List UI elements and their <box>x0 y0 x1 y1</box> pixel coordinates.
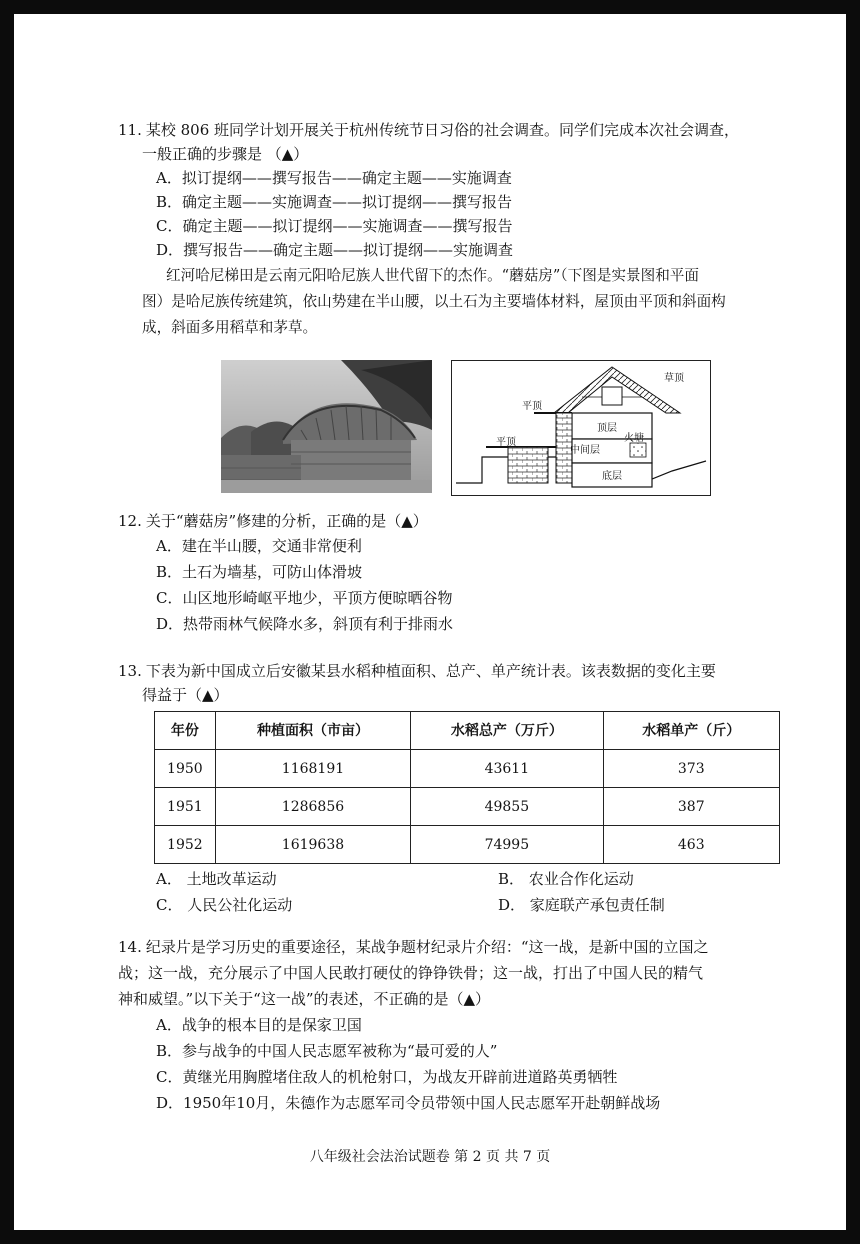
option-c: C．确定主题——拟订提纲——实施调查——撰写报告 <box>156 217 513 235</box>
cell-area: 1619638 <box>215 826 410 864</box>
cell-total: 43611 <box>411 750 603 788</box>
label-flat-roof-lower: 平顶 <box>496 437 516 448</box>
question-number: 11. <box>118 121 142 139</box>
option-b: B． 农业合作化运动 <box>498 870 634 888</box>
label-flat-roof-upper: 平顶 <box>522 401 542 412</box>
question-stem-cont: 一般正确的步骤是 （▲） <box>142 145 309 163</box>
header-area: 种植面积（市亩） <box>215 712 410 750</box>
question-stem: 下表为新中国成立后安徽某县水稻种植面积、总产、单产统计表。该表数据的变化主要 <box>145 662 716 680</box>
cell-unit: 463 <box>603 826 779 864</box>
option-b: B．土石为墙基，可防山体滑坡 <box>156 563 363 581</box>
option-d: D．1950年10月，朱德作为志愿军司令员带领中国人民志愿军开赴朝鲜战场 <box>156 1094 661 1112</box>
question-stem-cont: 战；这一战，充分展示了中国人民敢打硬仗的铮铮铁骨；这一战，打出了中国人民的精气 <box>118 964 704 982</box>
table-row <box>155 788 780 826</box>
cell-total: 74995 <box>411 826 603 864</box>
figures-row <box>221 360 713 496</box>
cell-total: 49855 <box>411 788 603 826</box>
option-c: C．山区地形崎岖平地少，平顶方便晾晒谷物 <box>156 589 453 607</box>
question-stem: 某校 806 班同学计划开展关于杭州传统节日习俗的社会调查。同学们完成本次社会调查， <box>145 121 740 139</box>
table-header-row <box>155 712 780 750</box>
label-ground-floor: 底层 <box>602 471 622 482</box>
header-unit-yield: 水稻单产（斤） <box>603 712 779 750</box>
label-thatch-roof: 草顶 <box>664 373 684 384</box>
passage-line: 图）是哈尼族传统建筑，依山势建在半山腰，以土石为主要墙体材料，屋顶由平顶和斜面构 <box>142 293 726 310</box>
table-row <box>155 826 780 864</box>
passage-line: 成，斜面多用稻草和茅草。 <box>142 319 318 336</box>
question-13 <box>118 659 808 918</box>
question-14 <box>118 934 808 1116</box>
question-stem: 关于“蘑菇房”修建的分析，正确的是（▲） <box>145 512 428 530</box>
page-footer: 八年级社会法治试题卷 第 2 页 共 7 页 <box>309 1149 551 1165</box>
cell-area: 1168191 <box>215 750 410 788</box>
option-b: B．确定主题——实施调查——拟订提纲——撰写报告 <box>156 193 513 211</box>
question-11 <box>118 118 808 262</box>
question-number: 14. <box>118 938 142 956</box>
table-row <box>155 750 780 788</box>
cell-unit: 387 <box>603 788 779 826</box>
exam-content <box>118 118 808 1116</box>
question-number: 13. <box>118 662 142 680</box>
question-number: 12. <box>118 512 142 530</box>
header-total: 水稻总产（万斤） <box>411 712 603 750</box>
options-grid <box>118 866 808 918</box>
option-b: B．参与战争的中国人民志愿军被称为“最可爱的人” <box>156 1042 498 1060</box>
option-d: D．热带雨林气候降水多，斜顶有利于排雨水 <box>156 615 454 633</box>
question-stem-cont: 神和威望。”以下关于“这一战”的表述，不正确的是（▲） <box>118 990 491 1008</box>
option-c: C． 人民公社化运动 <box>156 896 293 914</box>
question-12 <box>118 509 808 637</box>
option-c: C．黄继光用胸膛堵住敌人的机枪射口，为战友开辟前进道路英勇牺牲 <box>156 1068 618 1086</box>
mushroom-house-plan <box>451 360 711 496</box>
option-a: A．拟订提纲——撰写报告——确定主题——实施调查 <box>156 169 512 187</box>
label-middle-floor: 中间层 <box>570 445 600 456</box>
label-fire-pit: 火塘 <box>624 433 644 444</box>
question-stem: 纪录片是学习历史的重要途径，某战争题材纪录片介绍：“这一战，是新中国的立国之 <box>145 938 709 956</box>
cell-year: 1950 <box>155 750 216 788</box>
cell-year: 1952 <box>155 826 216 864</box>
question-stem-cont: 得益于（▲） <box>142 686 229 704</box>
cell-area: 1286856 <box>215 788 410 826</box>
option-a: A．战争的根本目的是保家卫国 <box>156 1016 362 1034</box>
rice-statistics-table <box>154 711 780 864</box>
cell-year: 1951 <box>155 788 216 826</box>
passage-line: 红河哈尼梯田是云南元阳哈尼族人世代留下的杰作。“蘑菇房”（下图是实景图和平面 <box>166 267 699 284</box>
header-year: 年份 <box>155 712 216 750</box>
cell-unit: 373 <box>603 750 779 788</box>
option-a: A． 土地改革运动 <box>156 870 277 888</box>
option-d: D． 家庭联产承包责任制 <box>498 896 665 914</box>
option-a: A．建在半山腰，交通非常便利 <box>156 537 362 555</box>
mushroom-house-photo <box>221 360 432 493</box>
reading-passage <box>118 263 808 341</box>
option-d: D．撰写报告——确定主题——拟订提纲——实施调查 <box>156 241 514 259</box>
label-top-floor: 顶层 <box>597 423 617 434</box>
